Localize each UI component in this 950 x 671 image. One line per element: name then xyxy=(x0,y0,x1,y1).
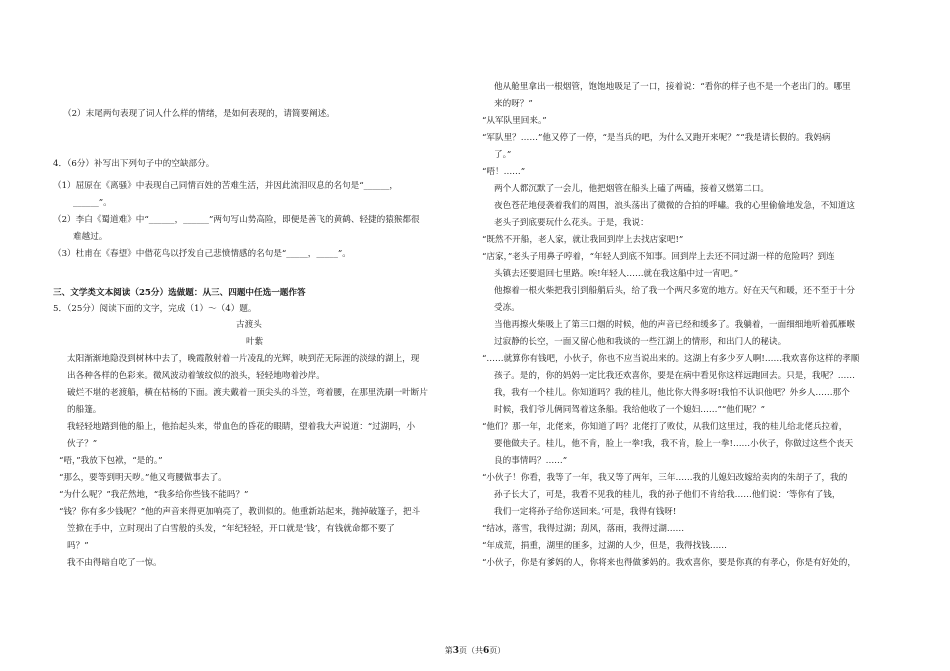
paragraph-line: “他们？那一年，北佬来，你知道了吗？北佬打了败仗，从我们这里过，我的桂儿给北佬兵拉着， xyxy=(482,422,848,432)
paragraph-line: “那么，要等到明天哕。”他又弯腰做事去了。 xyxy=(59,473,227,483)
paragraph-line: 吗？” xyxy=(67,541,89,551)
paragraph-line: 出各种各样的色彩来。微风波动着皱纹似的浪头，轻轻地吻着沙岸。 xyxy=(67,371,325,381)
footer-total-pages: 6 xyxy=(483,646,490,656)
paragraph-line: 孙子长大了，可是，我看不见我的桂儿，我的孙子他们不肯给我……他们说：‘等你有了钱， xyxy=(494,490,841,500)
footer-suffix: 页） xyxy=(489,646,506,655)
paragraph-line: 太阳渐渐地隐没到树林中去了，晚霞散射着一片凌乱的光辉，映到茫无际涯的淡绿的湖上，现 xyxy=(67,354,420,364)
paragraph-line: 老头子到底要玩什么花头。于是，我说： xyxy=(494,218,649,228)
paragraph-line: “军队里？……”他又停了一停，“是当兵的吧，为什么又跑开来呢？”“我是请长假的。我妈病 xyxy=(482,133,831,143)
paragraph-line: 他从舱里拿出一根烟管，饱饱地吸足了一口，接着说：“看你的样子也不是一个老出门的。哪里 xyxy=(494,82,851,92)
footer-prefix: 第 xyxy=(444,646,453,655)
paragraph-line: “年成荒，捐重，湖里的匪多，过湖的人少，但是，我得找钱…… xyxy=(482,541,728,551)
paragraph-line: 良的事情吗？……” xyxy=(494,456,568,466)
paragraph-line: “店家，”老头子用鼻子哼着，“年轻人到底不知事。回到岸上去还不同过湖一样的危险吗？到连 xyxy=(482,252,835,262)
question-4-1: （1）屈原在《离骚》中表现自己同情百姓的苦难生活，并因此流泪叹息的名句是“______， xyxy=(53,181,399,191)
paragraph-line: “小伙子，你是有爹妈的人，你将来也得做爹妈的。我欢喜你，要是你真的有孝心，你是有好处的， xyxy=(482,558,856,568)
paragraph-line: 我轻轻地踏到他的船上，他抬起头来，带血色的昏花的眼睛，望着我大声说道：“过湖吗，小 xyxy=(67,422,416,432)
question-4-heading: 4．（6分）补写出下列句子中的空缺部分。 xyxy=(53,159,215,169)
paragraph-line: 要他做夫子。桂儿，他不肯，脸上一拳!我，我不肯，脸上一拳!……小伙子，你做过这些个丧天 xyxy=(494,439,854,449)
paragraph-line: “唔！……” xyxy=(482,167,526,177)
paragraph-line: 来的呀？” xyxy=(494,99,533,109)
paragraph-line: “唔，”我放下包袱，“是的。” xyxy=(59,456,163,466)
paragraph-line: “钱？你有多少钱呢？”他的声音来得更加响亮了，教训似的。他重新站起来，抛掉破篷子，把斗 xyxy=(59,507,421,517)
paragraph-line: 他擦着一根火柴把我引到船艄后头，给了我一个两尺多宽的地方。好在天气和暖，还不至于十分 xyxy=(494,286,855,296)
paragraph-line: “结冰，落雪，我得过湖；刮风，落雨，我得过湖…… xyxy=(482,524,685,534)
paragraph-line: 头镇去还要退回七里路。唉!年轻人……就在我这船中过一宵吧。” xyxy=(494,269,739,279)
paragraph-line: 孩子。是的，你的妈妈一定比我还欢喜你，要是在病中看见你这样远跑回去。只是，我呢？…… xyxy=(494,371,855,381)
paragraph-line: 笠掀在手中，立时现出了白雪般的头发，“年纪轻轻，开口就是‘钱’，有钱就命都不要了 xyxy=(67,524,395,534)
paragraph-line: “既然不开船，老人家，就让我回到岸上去找店家吧!” xyxy=(482,235,684,245)
paragraph-line: 时候，我们爷儿俩同驾着这条船。我给他收了一个媳妇……”“他们呢？” xyxy=(494,405,765,415)
paragraph-line: 当他再擦火柴吸上了第三口烟的时候，他的声音已经和缓多了。我躺着，一面细细地听着孤雁喉 xyxy=(494,320,855,330)
paragraph-line: “……就算你有钱吧，小伙子，你也不应当说出来的。这湖上有多少歹人啊!……我欢喜你这样的孝顺 xyxy=(482,354,860,364)
question-4-2-cont: 难越过。 xyxy=(73,232,108,242)
paragraph-line: 受冻。 xyxy=(494,303,520,313)
question-4-2: （2）李白《蜀道难》中“______，______”两句写山势高险，即便是善飞的黄鹤、轻捷的猿猴都很 xyxy=(53,215,420,225)
paragraph-line: “从军队里回来。” xyxy=(482,116,547,126)
paragraph-line: 夜色苍茫地侵袭着我们的周围，浪头荡出了微微的合拍的呼嘯。我的心里偷偷地发急，不知道这 xyxy=(494,201,855,211)
paragraph-line: 我，我有一个桂儿。你知道吗？我的桂儿，他比你大得多呀!我怕不认识他吧？外乡人……那个 xyxy=(494,388,850,398)
section-3-heading: 三、文学类文本阅读（25分）选做题：从三、四题中任选一题作答 xyxy=(53,288,306,298)
question-3-2: （2）末尾两句表现了词人什么样的情绪，是如何表现的，请简要阐述。 xyxy=(63,109,335,119)
article-title: 古渡头 xyxy=(236,320,262,330)
paragraph-line: 我们一定将孙子给你送回来。’可是，我得有钱呀! xyxy=(494,507,677,517)
paragraph-line: 两个人都沉默了一会儿，他把烟管在船头上磕了两磕，接着又燃第二口。 xyxy=(494,184,770,194)
paragraph-line: 我不由得暗自吃了一惊。 xyxy=(67,558,162,568)
paragraph-line: 了。” xyxy=(494,150,512,160)
paragraph-line: 伙子？” xyxy=(67,439,98,449)
page-footer xyxy=(0,644,950,658)
paragraph-line: “小伙子！你看，我等了一年，我又等了两年，三年……我的儿媳妇改嫁给卖肉的朱胡子了，我的 xyxy=(482,473,848,483)
paragraph-line: “为什么呢？”我茫然地，“我多给你些钱不能吗？” xyxy=(59,490,249,500)
footer-page-number: 3 xyxy=(452,646,459,656)
article-author: 叶紫 xyxy=(246,337,264,347)
paragraph-line: 的船篷。 xyxy=(67,405,102,415)
paragraph-line: 过寂静的长空，一面又留心他和我谈的一些江湖上的情形，和出门人的秘诀。 xyxy=(494,337,787,347)
question-4-1-cont: ______”。 xyxy=(73,198,112,208)
paragraph-line: 破烂不堪的老渡船，横在枯杨的下面。渡夫戴着一顶尖头的斗笠，弯着腰，在那里洗刷一叶断片 xyxy=(67,388,428,398)
question-4-3: （3）杜甫在《春望》中借花鸟以抒发自己悲愤情感的名句是“_____，_____”。 xyxy=(53,249,351,259)
footer-middle: 页（共 xyxy=(459,646,483,655)
question-5-heading: 5．（25分）阅读下面的文字，完成（1）～（4）题。 xyxy=(53,304,257,314)
